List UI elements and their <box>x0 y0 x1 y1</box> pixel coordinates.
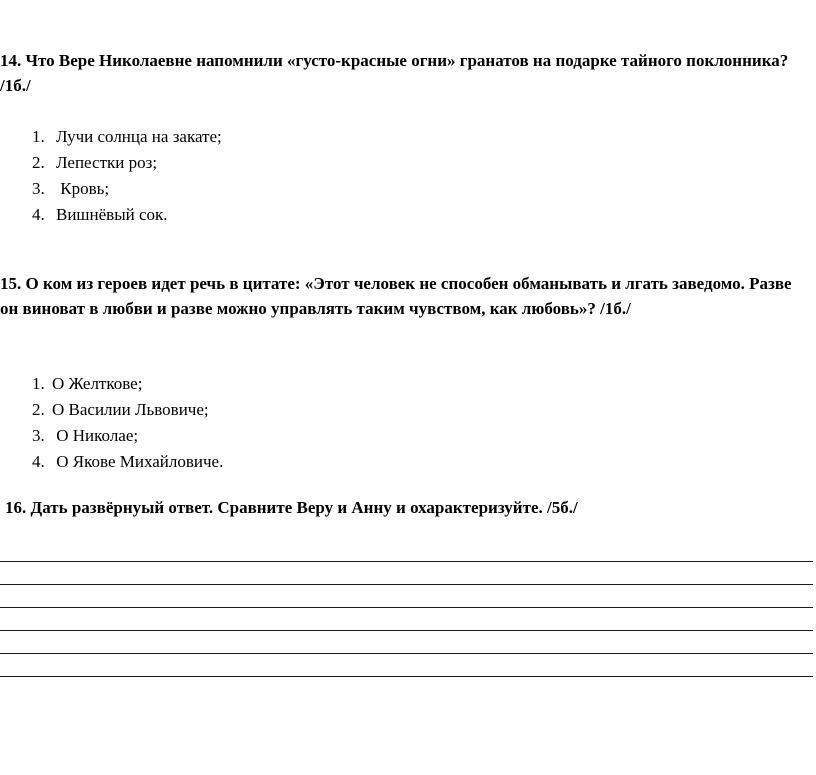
option-item <box>32 397 223 423</box>
option-text: Кровь; <box>56 179 110 198</box>
option-item <box>32 449 223 475</box>
option-item <box>32 150 222 176</box>
option-text: О Николае; <box>52 426 139 445</box>
answer-lines <box>0 561 813 699</box>
option-number: 1. <box>32 127 45 146</box>
question-14: 14. Что Вере Николаевне напомнили «густо-красные огни» гранатов на подарке тайного поклонника? /1б./ <box>0 51 789 95</box>
option-item <box>32 423 223 449</box>
answer-line <box>0 561 813 562</box>
option-text: О Якове Михайловиче. <box>52 452 224 471</box>
answer-line <box>0 630 813 631</box>
option-number: 4. <box>32 205 45 224</box>
question-16: 16. Дать развёрнуый ответ. Сравните Веру и Анну и охарактеризуйте. /5б./ <box>5 498 578 517</box>
question-15: 15. О ком из героев идет речь в цитате: «Этот человек не способен обманывать и лгать заведомо. Разве он виноват в любви и разве можно управлять таким чувством, как любовь»? /1б./ <box>0 274 792 318</box>
option-text: О Василии Львовиче; <box>52 400 209 419</box>
option-number: 3. <box>32 179 45 198</box>
option-item <box>32 176 222 202</box>
option-number: 2. <box>32 400 45 419</box>
answer-line <box>0 653 813 654</box>
option-number: 2. <box>32 153 45 172</box>
option-text: Лепестки роз; <box>56 153 158 172</box>
question-14-options <box>32 124 222 228</box>
option-item <box>32 124 222 150</box>
answer-line <box>0 584 813 585</box>
option-item <box>32 202 222 228</box>
answer-line <box>0 607 813 608</box>
option-number: 1. <box>32 374 45 393</box>
answer-line <box>0 676 813 677</box>
option-text: О Желткове; <box>52 374 143 393</box>
option-item <box>32 371 223 397</box>
question-15-options <box>32 371 223 475</box>
option-number: 3. <box>32 426 45 445</box>
option-text: Вишнёвый сок. <box>56 205 168 224</box>
option-number: 4. <box>32 452 45 471</box>
option-text: Лучи солнца на закате; <box>56 127 222 146</box>
